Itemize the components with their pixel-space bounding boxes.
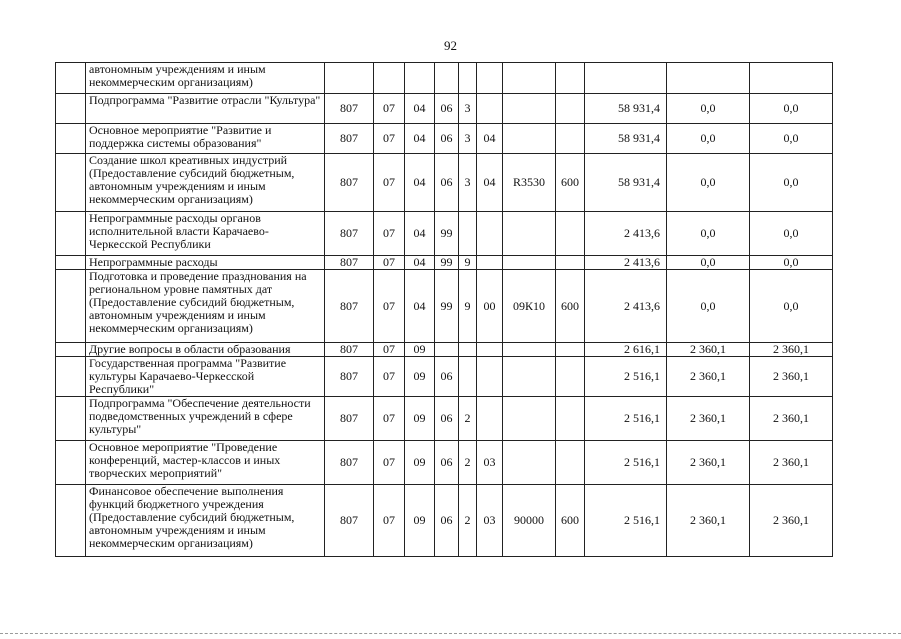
cell-subprogram-code: 3 bbox=[459, 154, 477, 212]
cell-expense-name: Подпрограмма "Обеспечение деятельности подведомственных учреждений в сфере культуры" bbox=[86, 397, 325, 441]
cell-amount-year-2: 2 360,1 bbox=[667, 357, 750, 397]
cell-ministry-code: 807 bbox=[325, 94, 374, 124]
cell-activity-code: 04 bbox=[477, 124, 503, 154]
cell-direction-code bbox=[503, 357, 556, 397]
cell-activity-code: 00 bbox=[477, 270, 503, 343]
cell-amount-year-1: 2 516,1 bbox=[585, 357, 667, 397]
cell-direction-code: 09К10 bbox=[503, 270, 556, 343]
cell-expense-type-code bbox=[556, 256, 585, 270]
cell-direction-code bbox=[503, 212, 556, 256]
cell-subsection-code: 09 bbox=[405, 441, 435, 485]
cell-direction-code bbox=[503, 94, 556, 124]
page-bottom-rule bbox=[0, 633, 901, 634]
cell-expense-name: автономным учреждениям и иным некоммерческим организациям) bbox=[86, 63, 325, 94]
cell-program-code bbox=[435, 63, 459, 94]
cell-amount-year-1: 58 931,4 bbox=[585, 124, 667, 154]
table-row bbox=[56, 485, 833, 557]
cell-ministry-code: 807 bbox=[325, 343, 374, 357]
cell-direction-code bbox=[503, 256, 556, 270]
cell-program-code: 06 bbox=[435, 441, 459, 485]
cell-expense-name: Подготовка и проведение празднования на региональном уровне памятных дат (Предоставление субсидий бюджетным, автономным учреждениям и иным некоммерческим организациям) bbox=[86, 270, 325, 343]
cell-row-number bbox=[56, 212, 86, 256]
cell-amount-year-2: 0,0 bbox=[667, 124, 750, 154]
cell-row-number bbox=[56, 397, 86, 441]
cell-activity-code bbox=[477, 212, 503, 256]
cell-expense-name: Другие вопросы в области образования bbox=[86, 343, 325, 357]
cell-subprogram-code: 2 bbox=[459, 441, 477, 485]
cell-section-code: 07 bbox=[374, 94, 405, 124]
cell-row-number bbox=[56, 256, 86, 270]
cell-program-code: 99 bbox=[435, 212, 459, 256]
cell-row-number bbox=[56, 94, 86, 124]
cell-row-number bbox=[56, 154, 86, 212]
cell-subprogram-code: 3 bbox=[459, 124, 477, 154]
cell-amount-year-2: 0,0 bbox=[667, 256, 750, 270]
cell-subprogram-code: 2 bbox=[459, 397, 477, 441]
cell-expense-type-code bbox=[556, 212, 585, 256]
cell-amount-year-3: 2 360,1 bbox=[750, 485, 833, 557]
cell-ministry-code: 807 bbox=[325, 154, 374, 212]
cell-direction-code bbox=[503, 441, 556, 485]
cell-expense-name: Непрограммные расходы bbox=[86, 256, 325, 270]
cell-expense-name: Основное мероприятие "Развитие и поддержка системы образования" bbox=[86, 124, 325, 154]
cell-section-code: 07 bbox=[374, 397, 405, 441]
cell-activity-code: 03 bbox=[477, 485, 503, 557]
cell-activity-code bbox=[477, 343, 503, 357]
cell-section-code: 07 bbox=[374, 212, 405, 256]
cell-direction-code: 90000 bbox=[503, 485, 556, 557]
cell-expense-type-code bbox=[556, 63, 585, 94]
cell-row-number bbox=[56, 270, 86, 343]
cell-subsection-code: 04 bbox=[405, 270, 435, 343]
cell-expense-type-code: 600 bbox=[556, 154, 585, 212]
cell-activity-code bbox=[477, 397, 503, 441]
page-number: 92 bbox=[444, 38, 457, 53]
cell-activity-code bbox=[477, 63, 503, 94]
cell-subsection-code: 04 bbox=[405, 124, 435, 154]
cell-expense-type-code bbox=[556, 124, 585, 154]
cell-program-code: 06 bbox=[435, 154, 459, 212]
cell-amount-year-3: 0,0 bbox=[750, 256, 833, 270]
table-row bbox=[56, 397, 833, 441]
cell-amount-year-3: 0,0 bbox=[750, 94, 833, 124]
cell-subprogram-code bbox=[459, 357, 477, 397]
cell-activity-code bbox=[477, 256, 503, 270]
cell-subsection-code: 09 bbox=[405, 343, 435, 357]
cell-section-code: 07 bbox=[374, 357, 405, 397]
cell-direction-code bbox=[503, 63, 556, 94]
cell-ministry-code: 807 bbox=[325, 270, 374, 343]
cell-program-code bbox=[435, 343, 459, 357]
cell-amount-year-1: 2 516,1 bbox=[585, 397, 667, 441]
cell-row-number bbox=[56, 63, 86, 94]
cell-row-number bbox=[56, 357, 86, 397]
table-row bbox=[56, 256, 833, 270]
cell-ministry-code: 807 bbox=[325, 357, 374, 397]
table-row bbox=[56, 212, 833, 256]
cell-program-code: 99 bbox=[435, 270, 459, 343]
cell-subsection-code: 04 bbox=[405, 154, 435, 212]
cell-subprogram-code: 2 bbox=[459, 485, 477, 557]
cell-amount-year-1: 2 413,6 bbox=[585, 212, 667, 256]
cell-amount-year-2: 0,0 bbox=[667, 270, 750, 343]
cell-direction-code bbox=[503, 124, 556, 154]
cell-ministry-code: 807 bbox=[325, 212, 374, 256]
cell-amount-year-1: 58 931,4 bbox=[585, 94, 667, 124]
cell-amount-year-2: 0,0 bbox=[667, 212, 750, 256]
cell-program-code: 06 bbox=[435, 485, 459, 557]
cell-expense-type-code: 600 bbox=[556, 270, 585, 343]
cell-amount-year-2: 2 360,1 bbox=[667, 397, 750, 441]
cell-amount-year-2: 0,0 bbox=[667, 154, 750, 212]
cell-section-code: 07 bbox=[374, 154, 405, 212]
cell-amount-year-1: 58 931,4 bbox=[585, 154, 667, 212]
cell-subsection-code: 04 bbox=[405, 212, 435, 256]
cell-section-code: 07 bbox=[374, 124, 405, 154]
cell-amount-year-3: 2 360,1 bbox=[750, 343, 833, 357]
cell-expense-type-code: 600 bbox=[556, 485, 585, 557]
cell-subsection-code: 04 bbox=[405, 94, 435, 124]
cell-amount-year-2: 2 360,1 bbox=[667, 441, 750, 485]
table-row bbox=[56, 94, 833, 124]
cell-section-code: 07 bbox=[374, 256, 405, 270]
cell-subsection-code bbox=[405, 63, 435, 94]
cell-subprogram-code bbox=[459, 343, 477, 357]
cell-expense-type-code bbox=[556, 357, 585, 397]
cell-amount-year-2: 2 360,1 bbox=[667, 485, 750, 557]
cell-activity-code bbox=[477, 357, 503, 397]
cell-ministry-code: 807 bbox=[325, 124, 374, 154]
cell-amount-year-3: 0,0 bbox=[750, 212, 833, 256]
cell-amount-year-3: 0,0 bbox=[750, 154, 833, 212]
table-row bbox=[56, 270, 833, 343]
cell-ministry-code: 807 bbox=[325, 256, 374, 270]
cell-amount-year-1: 2 413,6 bbox=[585, 256, 667, 270]
cell-subsection-code: 04 bbox=[405, 256, 435, 270]
table-row bbox=[56, 124, 833, 154]
cell-program-code: 06 bbox=[435, 94, 459, 124]
cell-direction-code bbox=[503, 343, 556, 357]
cell-activity-code: 03 bbox=[477, 441, 503, 485]
cell-subprogram-code: 9 bbox=[459, 256, 477, 270]
cell-subprogram-code: 3 bbox=[459, 94, 477, 124]
cell-amount-year-1 bbox=[585, 63, 667, 94]
table-row bbox=[56, 343, 833, 357]
cell-amount-year-2: 0,0 bbox=[667, 94, 750, 124]
cell-expense-name: Основное мероприятие "Проведение конференций, мастер-классов и иных творческих мероприятий" bbox=[86, 441, 325, 485]
cell-amount-year-3 bbox=[750, 63, 833, 94]
cell-subsection-code: 09 bbox=[405, 397, 435, 441]
cell-amount-year-1: 2 516,1 bbox=[585, 485, 667, 557]
cell-section-code: 07 bbox=[374, 485, 405, 557]
table-row bbox=[56, 357, 833, 397]
cell-expense-name: Непрограммные расходы органов исполнительной власти Карачаево-Черкесской Республики bbox=[86, 212, 325, 256]
cell-section-code: 07 bbox=[374, 270, 405, 343]
budget-table bbox=[55, 62, 833, 557]
cell-ministry-code: 807 bbox=[325, 397, 374, 441]
cell-program-code: 06 bbox=[435, 397, 459, 441]
cell-amount-year-1: 2 616,1 bbox=[585, 343, 667, 357]
cell-expense-type-code bbox=[556, 441, 585, 485]
cell-amount-year-1: 2 516,1 bbox=[585, 441, 667, 485]
cell-amount-year-3: 2 360,1 bbox=[750, 397, 833, 441]
cell-subsection-code: 09 bbox=[405, 357, 435, 397]
cell-expense-name: Подпрограмма "Развитие отрасли "Культура" bbox=[86, 94, 325, 124]
cell-section-code: 07 bbox=[374, 441, 405, 485]
cell-subprogram-code: 9 bbox=[459, 270, 477, 343]
cell-program-code: 06 bbox=[435, 124, 459, 154]
cell-row-number bbox=[56, 485, 86, 557]
cell-row-number bbox=[56, 343, 86, 357]
cell-ministry-code bbox=[325, 63, 374, 94]
cell-row-number bbox=[56, 441, 86, 485]
cell-amount-year-3: 2 360,1 bbox=[750, 441, 833, 485]
cell-direction-code: R3530 bbox=[503, 154, 556, 212]
cell-row-number bbox=[56, 124, 86, 154]
cell-subprogram-code bbox=[459, 63, 477, 94]
table-row bbox=[56, 63, 833, 94]
cell-activity-code bbox=[477, 94, 503, 124]
budget-table-body bbox=[56, 63, 833, 557]
cell-program-code: 06 bbox=[435, 357, 459, 397]
cell-amount-year-3: 2 360,1 bbox=[750, 357, 833, 397]
cell-amount-year-3: 0,0 bbox=[750, 270, 833, 343]
cell-expense-type-code bbox=[556, 94, 585, 124]
cell-expense-name: Государственная программа "Развитие культуры Карачаево-Черкесской Республики" bbox=[86, 357, 325, 397]
cell-section-code bbox=[374, 63, 405, 94]
cell-direction-code bbox=[503, 397, 556, 441]
cell-amount-year-1: 2 413,6 bbox=[585, 270, 667, 343]
cell-amount-year-2 bbox=[667, 63, 750, 94]
cell-expense-name: Финансовое обеспечение выполнения функций бюджетного учреждения (Предоставление субсидий бюджетным, автономным учреждениям и иным некоммерческим организациям) bbox=[86, 485, 325, 557]
cell-subsection-code: 09 bbox=[405, 485, 435, 557]
cell-expense-type-code bbox=[556, 343, 585, 357]
cell-activity-code: 04 bbox=[477, 154, 503, 212]
table-row bbox=[56, 441, 833, 485]
cell-subprogram-code bbox=[459, 212, 477, 256]
cell-amount-year-2: 2 360,1 bbox=[667, 343, 750, 357]
cell-amount-year-3: 0,0 bbox=[750, 124, 833, 154]
table-row bbox=[56, 154, 833, 212]
cell-program-code: 99 bbox=[435, 256, 459, 270]
cell-ministry-code: 807 bbox=[325, 485, 374, 557]
cell-expense-name: Создание школ креативных индустрий (Предоставление субсидий бюджетным, автономным учреждениям и иным некоммерческим организациям) bbox=[86, 154, 325, 212]
cell-ministry-code: 807 bbox=[325, 441, 374, 485]
cell-section-code: 07 bbox=[374, 343, 405, 357]
cell-expense-type-code bbox=[556, 397, 585, 441]
